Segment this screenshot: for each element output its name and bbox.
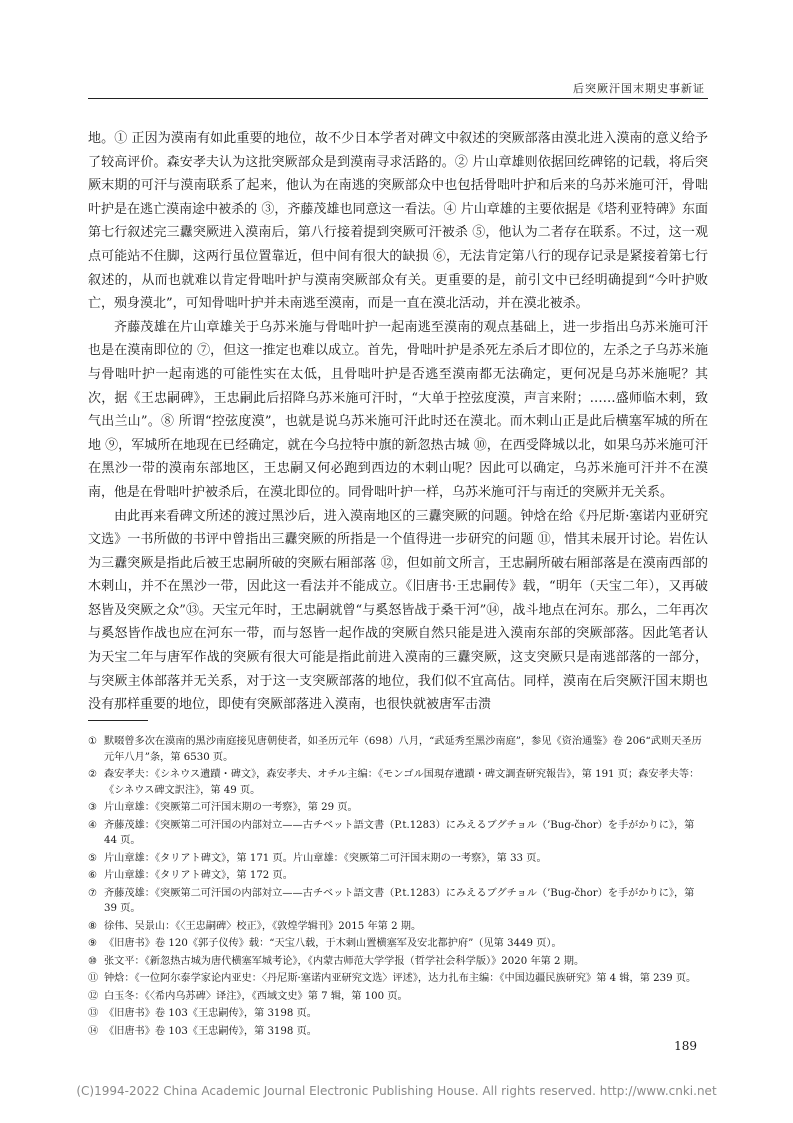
footnote-mark: ⑨ — [88, 938, 98, 949]
footnote-mark: ⑧ — [88, 920, 98, 932]
footnote-text: 钟焓：《一位阿尔泰学家论内亚史：〈丹尼斯·塞诺内亚研究文选〉评述》，达力扎布主编：《中国边疆民族研究》第 4 辑，第 239 页。 — [104, 973, 697, 984]
footnote-text: 《旧唐书》卷 120《郭子仪传》载：“天宝八载，于木剌山置横塞军及安北都护府”（见第 3449 页）。 — [104, 938, 562, 949]
paragraph-1: 地。① 正因为漠南有如此重要的地位，故不少日本学者对碑文中叙述的突厥部落由漠北进入漠南的意义给予了较高评价。森安孝夫认为这批突厥部众是到漠南寻求活路的。② 片山章雄则依据回纥碑铭的记载，将后突厥末期的可汗与漠南联系了起来，他认为在南逃的突厥部众中也包括骨咄叶护和后来的乌苏米施可汗，骨咄叶护是在逃亡漠南途中被杀的 ③，齐藤茂雄也同意这一看法。④ 片山章雄的主要依据是《塔利亚特碑》东面第七行叙述完三纛突厥进入漠南后，第八行接着提到突厥可汗被杀 ⑤，他认为二者存在联系。不过，这一观点可能站不住脚，这两行虽位置靠近，但中间有很大的缺损 ⑥，无法肯定第八行的现存记录是紧接着第七行叙述的，从而也就难以肯定骨咄叶护与漠南突厥部众有关。更重要的是，前引文中已经明确提到“今叶护败亡，殒身漠北”，可知骨咄叶护并未南逃至漠南，而是一直在漠北活动，并在漠北被杀。 — [88, 131, 708, 312]
footnote — [88, 989, 708, 1005]
footnote-mark: ⑩ — [88, 955, 98, 967]
footnote — [88, 818, 708, 849]
footnote-text: 森安孝夫：《シネウス遺蹟・碑文》，森安孝夫、オチル主编：《モンゴル国現存遺蹟・碑文調査研究報告》，第 191 页；森安孝夫等：《シネウス碑文訳注》，第 49 页。 — [104, 769, 700, 796]
footnote-mark: ④ — [88, 819, 98, 831]
copyright-line: (C)1994-2022 China Academic Journal Electronic Publishing House. All rights reserved. http://www.cnki.net — [76, 1084, 717, 1098]
footnote-text: 片山章雄：《タリアト碑文》，第 171 页。片山章雄：《突厥第二可汗国末期の一考察》，第 33 页。 — [104, 852, 547, 864]
footnote-text: 《旧唐书》卷 103《王忠嗣传》，第 3198 页。 — [104, 1025, 317, 1037]
footnote-mark: ⑤ — [88, 852, 98, 864]
footnote — [88, 936, 708, 952]
footnote-text: 片山章雄：《突厥第二可汗国末期の一考察》，第 29 页。 — [104, 802, 358, 813]
footnote-text: 默啜曾多次在漠南的黑沙南庭接见唐朝使者，如圣历元年（698）八月，“武延秀至黑沙南庭”，参见《资治通鉴》卷 206“武则天圣历元年八月”条，第 6530 页。 — [104, 736, 702, 763]
page-number: 189 — [674, 1039, 697, 1053]
footnote-rule — [88, 720, 148, 721]
footnote-mark: ① — [88, 736, 98, 747]
footnote — [88, 971, 708, 987]
footnote-mark: ⑥ — [88, 870, 98, 881]
footnote-mark: ② — [88, 769, 98, 780]
body-text — [88, 127, 708, 717]
footnote-text: 齐藤茂雄：《突厥第二可汗国の内部対立——古チベット語文書（P.t.1283）にみえるブグチョル（’Bug-čhor）を手がかりに》，第 44 页。 — [104, 819, 695, 846]
footnote-mark: ⑫ — [88, 990, 99, 1002]
footnote-mark: ⑬ — [88, 1008, 99, 1019]
footnote-mark: ③ — [88, 802, 98, 813]
footnote — [88, 868, 708, 884]
footnote-text: 片山章雄：《タリアト碑文》，第 172 页。 — [104, 870, 293, 881]
running-head: 后突厥汗国末期史事新证 — [573, 82, 705, 95]
footnote — [88, 919, 708, 935]
header-rule — [88, 98, 708, 99]
paragraph-3: 由此再来看碑文所述的渡过黑沙后，进入漠南地区的三纛突厥的问题。钟焓在给《丹尼斯·塞诺内亚研究文选》一书所做的书评中曾指出三纛突厥的所指是一个值得进一步研究的问题 ⑪，惜其未展开讨论。岩佐认为三纛突厥是指此后被王忠嗣所破的突厥右厢部落 ⑫，但如前文所言，王忠嗣所破右厢部落是在漠南西部的木剌山，并不在黑沙一带，因此这一看法并不能成立。《旧唐书·王忠嗣传》载，“明年（天宝二年），又再破怒皆及突厥之众”⑬。天宝元年时，王忠嗣就曾“与奚怒皆战于桑干河”⑭，战斗地点在河东。那么，二年再次与奚怒皆作战也应在河东一带，而与怒皆一起作战的突厥自然只能是进入漠南东部的突厥部落。因此笔者认为天宝二年与唐军作战的突厥有很大可能是指此前进入漠南的三纛突厥，这支突厥只是南逃部落的一部分，与突厥主体部落并无关系，对于这一支突厥部落的地位，我们似不宜高估。同样，漠南在后突厥汗国末期也没有那样重要的地位，即使有突厥部落进入漠南，也很快就被唐军击溃 — [88, 508, 708, 713]
footnote — [88, 1006, 708, 1022]
footnote-text: 《旧唐书》卷 103《王忠嗣传》，第 3198 页。 — [104, 1008, 317, 1019]
footnote — [88, 800, 708, 816]
footnote — [88, 954, 708, 970]
footnote-text: 齐藤茂雄：《突厥第二可汗国の内部対立——古チベット語文書（P.t.1283）にみえるブグチョル（’Bug-čhor）を手がかりに》，第 39 页。 — [104, 887, 695, 914]
footnote-mark: ⑭ — [88, 1025, 99, 1037]
footnote-text: 白玉冬：《〈希内乌苏碑〉译注》，《西域文史》第 7 辑，第 100 页。 — [104, 990, 408, 1002]
footnote — [88, 1024, 708, 1040]
footnote-text: 张文平：《新忽热古城为唐代横塞军城考论》，《内蒙古师范大学学报（哲学社会科学版）》2020 年第 2 期。 — [104, 955, 585, 967]
footnotes — [88, 734, 708, 1041]
footnote — [88, 767, 708, 798]
footnote-mark: ⑦ — [88, 887, 98, 899]
footnote — [88, 851, 708, 867]
footnote — [88, 886, 708, 917]
footnote-mark: ⑪ — [88, 973, 99, 984]
footnote — [88, 734, 708, 765]
paragraph-2: 齐藤茂雄在片山章雄关于乌苏米施与骨咄叶护一起南逃至漠南的观点基础上，进一步指出乌苏米施可汗也是在漠南即位的 ⑦，但这一推定也难以成立。首先，骨咄叶护是杀死左杀后才即位的，左杀之子乌苏米施与骨咄叶护一起南逃的可能性实在太低，且骨咄叶护是否逃至漠南都无法确定，更何况是乌苏米施呢？其次，据《王忠嗣碑》，王忠嗣此后招降乌苏米施可汗时，“大单于控弦度漠，声言来附；……盛师临木剌，致气出兰山”。⑧ 所谓“控弦度漠”，也就是说乌苏米施可汗此时还在漠北。而木剌山正是此后横塞军城的所在地 ⑨，军城所在地现在已经确定，就在今乌拉特中旗的新忽热古城 ⑩，在西受降城以北，如果乌苏米施可汗在黑沙一带的漠南东部地区，王忠嗣又何必跑到西边的木剌山呢？因此可以确定，乌苏米施可汗并不在漠南，他是在骨咄叶护被杀后，在漠北即位的。同骨咄叶护一样，乌苏米施可汗与南迁的突厥并无关系。 — [88, 319, 708, 500]
footnote-text: 徐伟、吴景山：《〈王忠嗣碑〉校正》，《敦煌学辑刊》2015 年第 2 期。 — [104, 920, 422, 932]
